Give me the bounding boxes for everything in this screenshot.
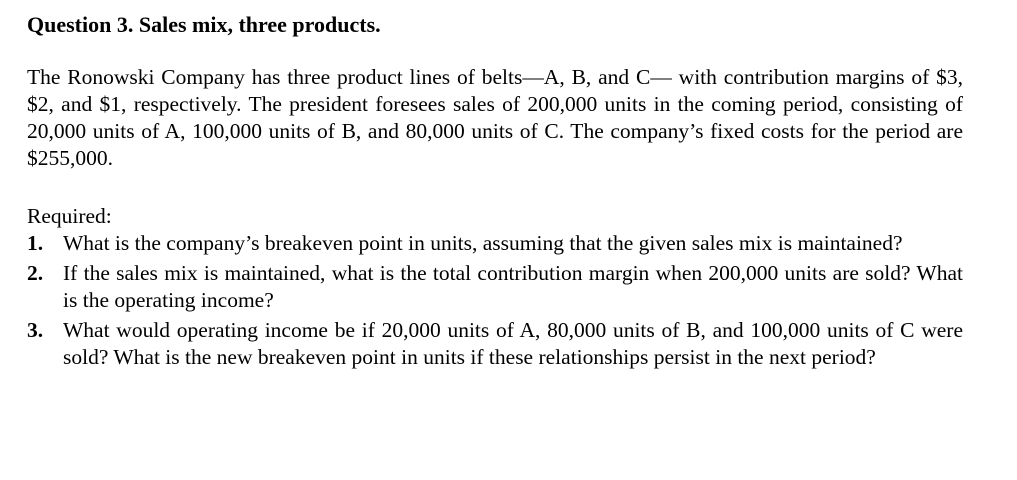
requirement-text: What would operating income be if 20,000 units of A, 80,000 units of B, and 100,000 units of C were sold? What is the new breakeven point in units if these relationships persist in the next period?: [63, 318, 963, 369]
question-intro: The Ronowski Company has three product lines of belts—A, B, and C— with contribution margins of $3, $2, and $1, respectively. The president foresees sales of 200,000 units in the coming period, consisting of 20,000 units of A, 100,000 units of B, and 80,000 units of C. The company’s fixed costs for the period are $255,000.: [27, 65, 963, 170]
question-title: Question 3. Sales mix, three products.: [27, 12, 381, 37]
requirement-item-2: [27, 260, 963, 314]
required-label: Required:: [27, 204, 112, 228]
requirement-number: 3.: [27, 318, 44, 342]
requirements-list: [27, 230, 963, 374]
requirement-text: If the sales mix is maintained, what is the total contribution margin when 200,000 units are sold? What is the operating income?: [63, 261, 963, 312]
requirement-number: 1.: [27, 231, 44, 255]
requirement-text: What is the company’s breakeven point in units, assuming that the given sales mix is maintained?: [63, 231, 903, 255]
requirement-number: 2.: [27, 261, 44, 285]
requirement-item-1: [27, 230, 963, 257]
requirement-item-3: [27, 317, 963, 371]
